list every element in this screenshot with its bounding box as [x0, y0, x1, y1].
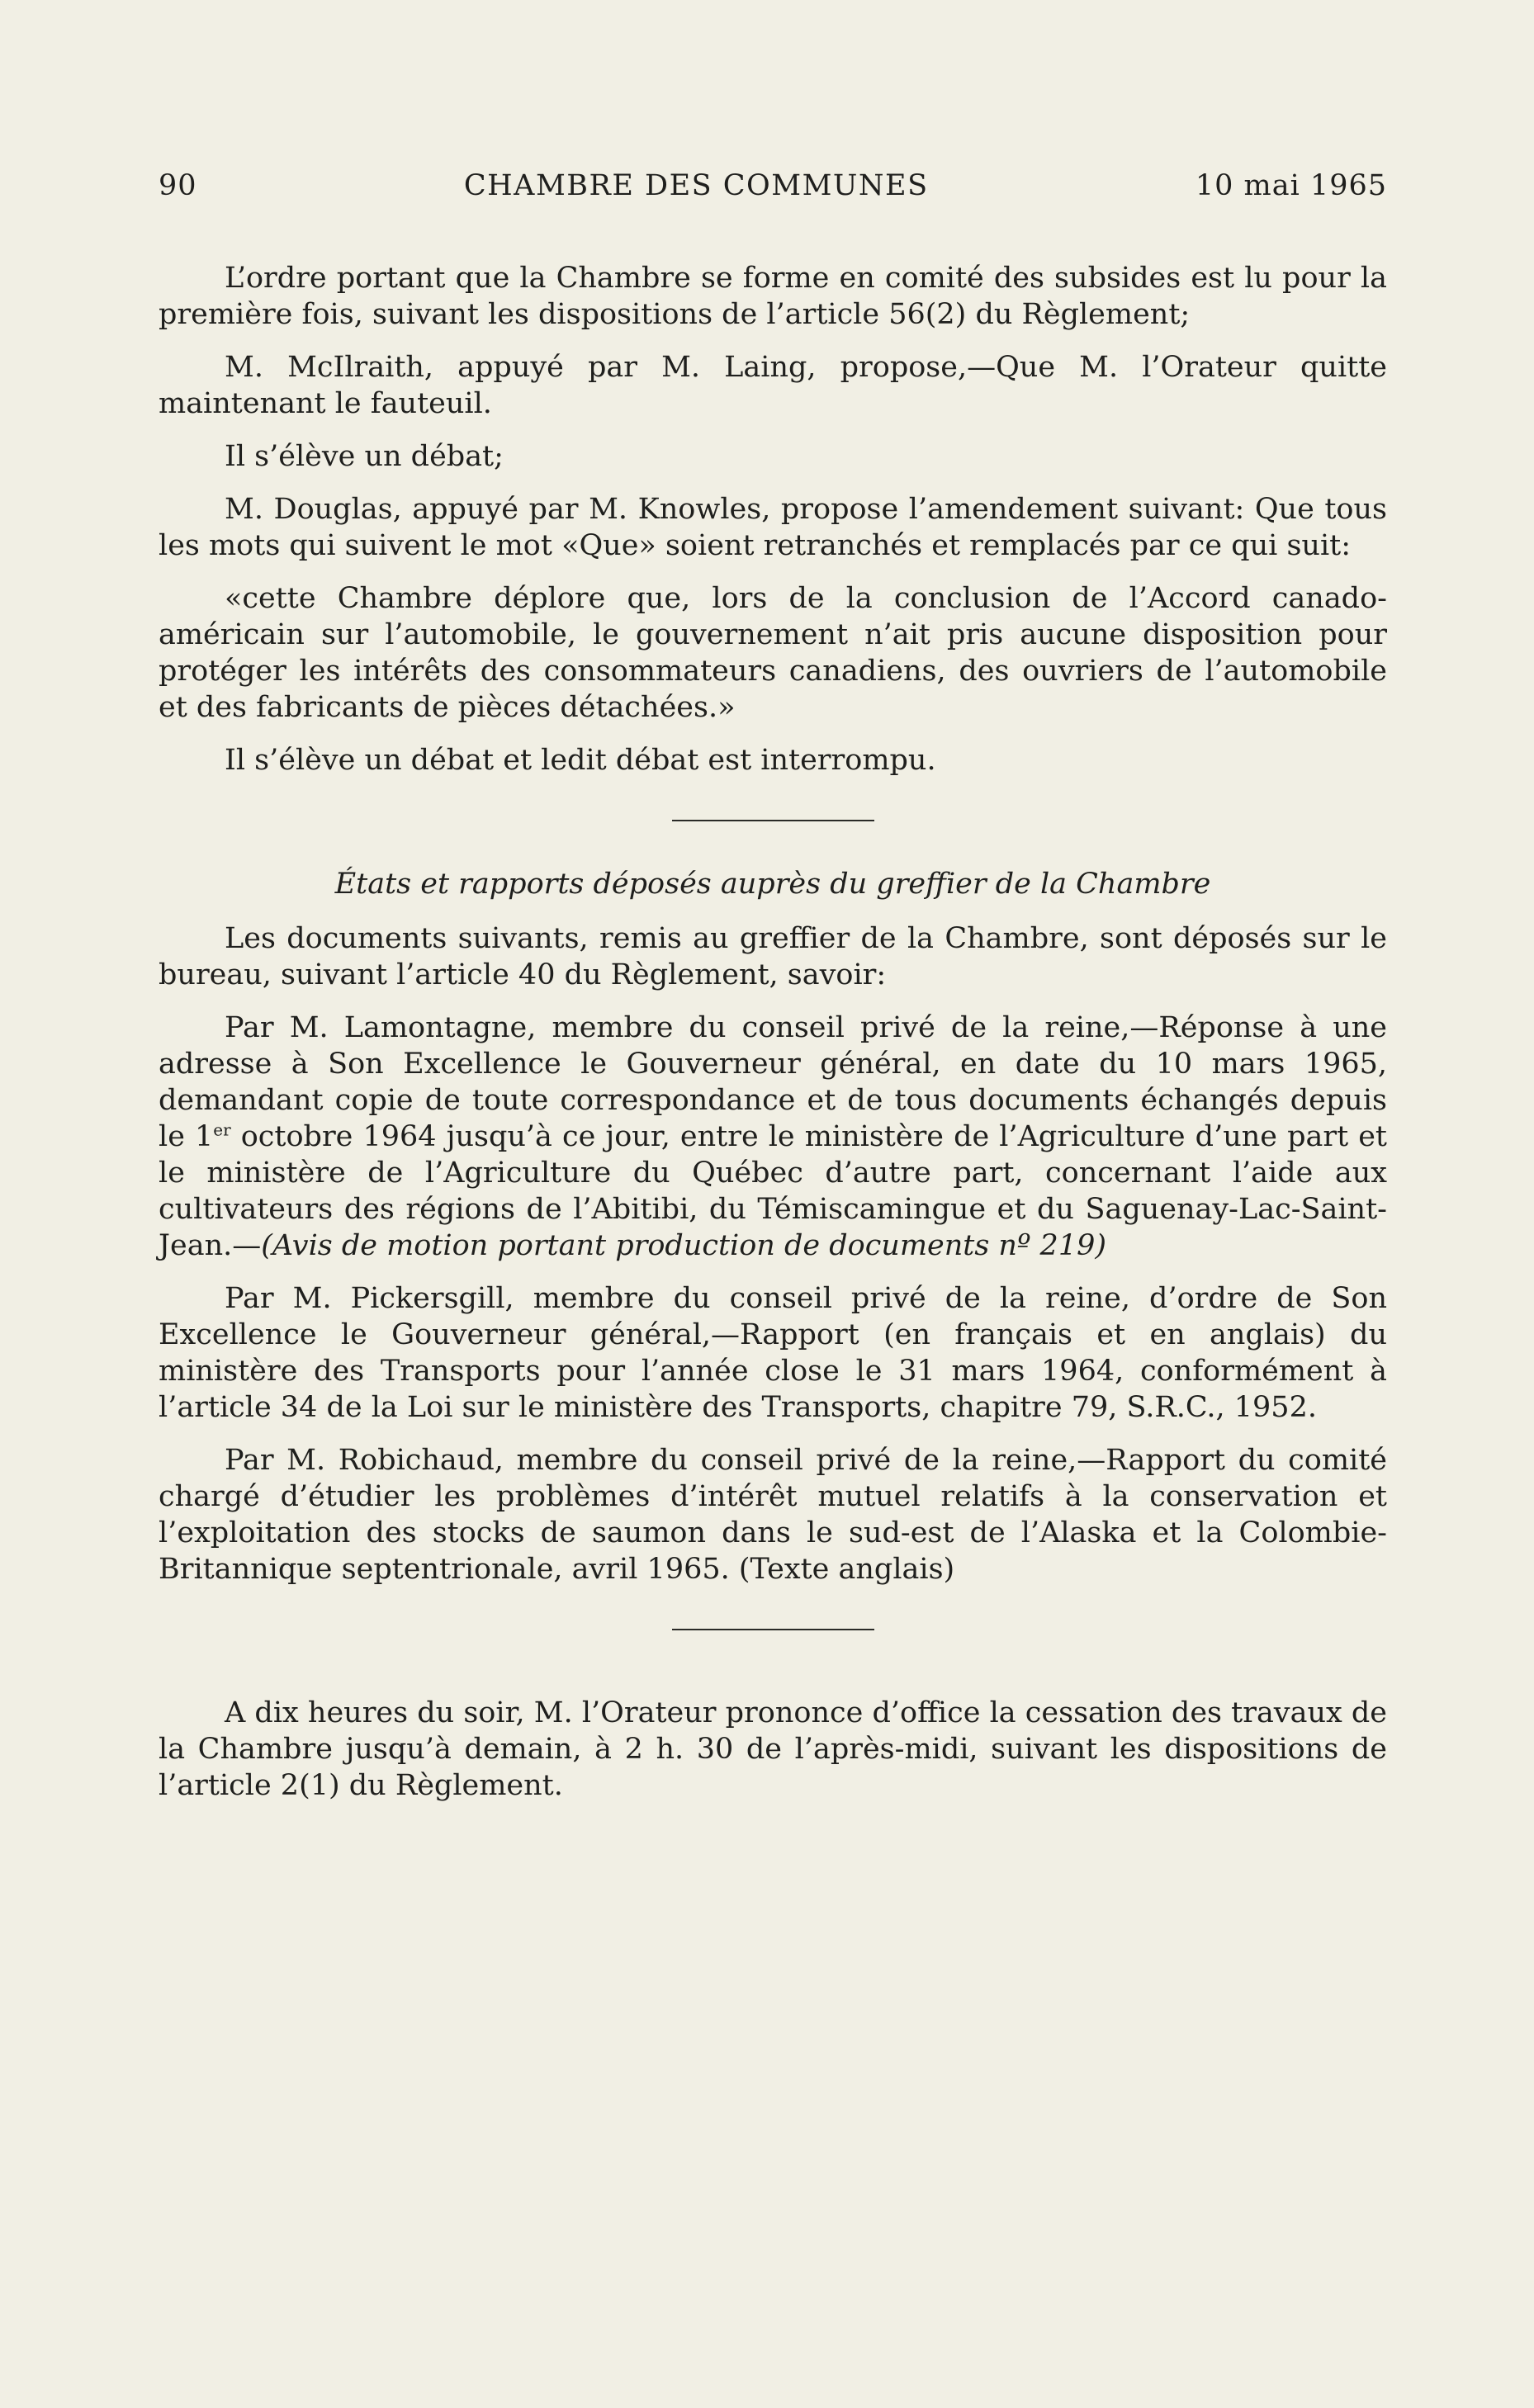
- paragraph-documents-intro: Les documents suivants, remis au greffier de la Chambre, sont déposés sur le bureau, suivant l’article 40 du Règlement, savoir:: [159, 922, 1387, 991]
- paragraph-pickersgill: Par M. Pickersgill, membre du conseil privé de la reine, d’ordre de Son Excellence le Gouverneur général,—Rapport (en français et en anglais) du ministère des Transports pour l’année close le 31 mars 1964, conformément à l’article 34 de la Loi sur le ministère des Transports, chapitre 79, S.R.C., 1952.: [159, 1282, 1387, 1424]
- page-body: [159, 260, 1387, 1804]
- lamontagne-text-a: Par M. Lamontagne, membre du conseil privé de la reine,—Réponse à une adresse à Son Excellence le Gouverneur général, en date du 10 mars 1965, demandant copie de toute correspondance et de tous documents échangés depuis le 1: [159, 1011, 1387, 1153]
- paragraph-debate-arises: Il s’élève un débat;: [225, 440, 504, 473]
- page-date: 10 mai 1965: [1195, 169, 1387, 202]
- page-title: CHAMBRE DES COMMUNES: [463, 169, 929, 202]
- section-divider: [672, 820, 874, 821]
- lamontagne-note: (Avis de motion portant production de documents nº 219): [261, 1229, 1107, 1262]
- paragraph-adjournment: A dix heures du soir, M. l’Orateur prononce d’office la cessation des travaux de la Chambre jusqu’à demain, à 2 h. 30 de l’après-midi, suivant les dispositions de l’article 2(1) du Règlement.: [159, 1696, 1387, 1802]
- page-number: 90: [159, 169, 197, 202]
- paragraph-mcilraith-motion: M. McIlraith, appuyé par M. Laing, propose,—Que M. l’Orateur quitte maintenant le fauteuil.: [159, 351, 1387, 420]
- closing-divider: [672, 1629, 874, 1630]
- paragraph-supply-order: L’ordre portant que la Chambre se forme en comité des subsides est lu pour la première fois, suivant les dispositions de l’article 56(2) du Règlement;: [159, 262, 1387, 331]
- paragraph-robichaud: Par M. Robichaud, membre du conseil privé de la reine,—Rapport du comité chargé d’étudier les problèmes d’intérêt mutuel relatifs à la conservation et l’exploitation des stocks de saumon dans le sud-est de l’Alaska et la Colombie-Britannique septentrionale, avril 1965. (Texte anglais): [159, 1444, 1387, 1586]
- section-heading: États et rapports déposés auprès du greffier de la Chambre: [334, 868, 1211, 901]
- running-head: [159, 169, 1387, 207]
- paragraph-amendment-text: «cette Chambre déplore que, lors de la conclusion de l’Accord canado-américain sur l’automobile, le gouvernement n’ait pris aucune disposition pour protéger les intérêts des consommateurs canadiens, des ouvriers de l’automobile et des fabricants de pièces détachées.»: [159, 582, 1387, 724]
- paragraph-lamontagne: [159, 1010, 1387, 1264]
- superscript-er: er: [213, 1119, 231, 1140]
- paragraph-debate-interrupted: Il s’élève un débat et ledit débat est interrompu.: [225, 744, 936, 777]
- journal-page: [159, 169, 1387, 1820]
- lamontagne-text-b: octobre 1964 jusqu’à ce jour, entre le ministère de l’Agriculture d’une part et le ministère de l’Agriculture du Québec d’autre part, concernant l’aide aux cultivateurs des régions de l’Abitibi, du Témiscamingue et du Saguenay-Lac-Saint-Jean.—: [159, 1120, 1387, 1262]
- paragraph-douglas-amendment: M. Douglas, appuyé par M. Knowles, propose l’amendement suivant: Que tous les mots qui suivent le mot «Que» soient retranchés et remplacés par ce qui suit:: [159, 493, 1387, 562]
